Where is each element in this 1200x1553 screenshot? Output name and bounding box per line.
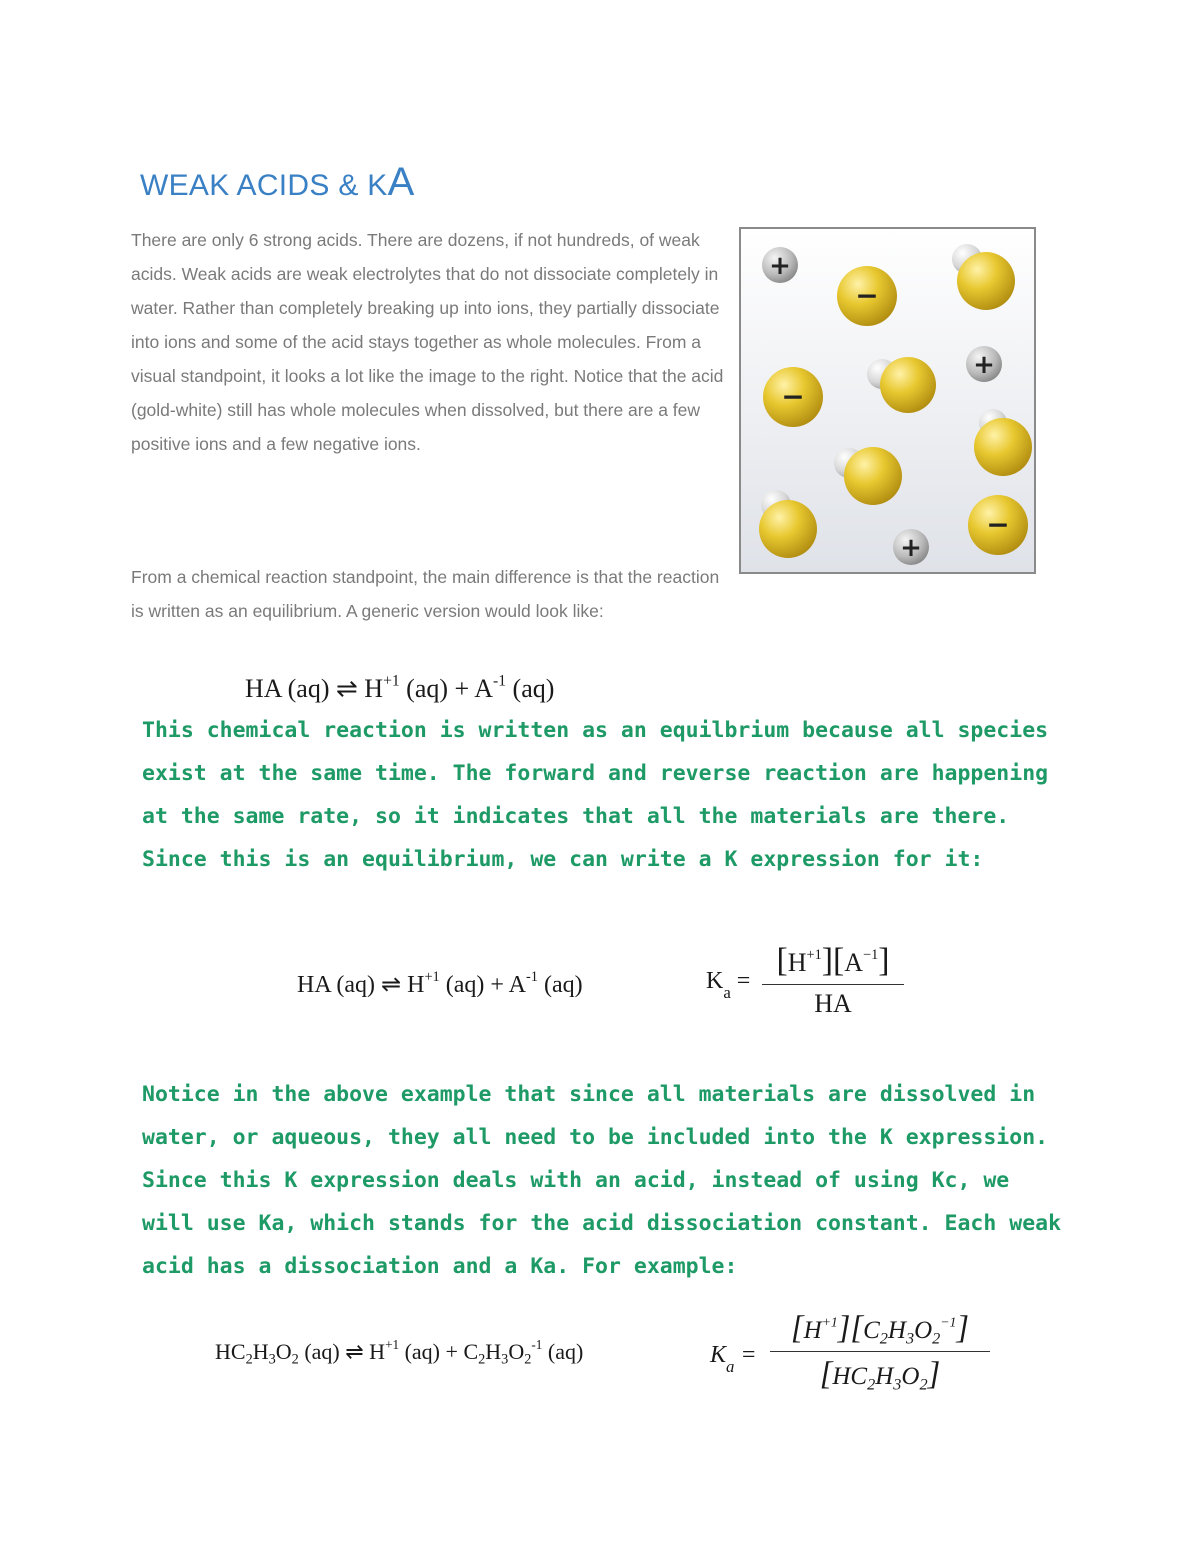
negative-ion	[968, 495, 1028, 555]
weak-acid-dissociation-figure	[739, 227, 1036, 574]
product-h: H	[364, 674, 384, 703]
generic-equilibrium-equation	[245, 674, 554, 704]
state: (aq) +	[406, 674, 470, 703]
molecule-illustration	[741, 229, 1034, 572]
equals-sign: =	[740, 1342, 757, 1368]
minus-sign: −	[855, 279, 879, 312]
positive-ion	[893, 529, 929, 565]
state: (aq)	[543, 972, 583, 998]
ka-fraction-acetic	[770, 1310, 990, 1393]
title-main: WEAK ACIDS & K	[140, 169, 388, 202]
k-symbol: K	[710, 1342, 727, 1368]
intro-paragraph-2: From a chemical reaction standpoint, the main difference is that the reaction is written as an equilibrium. A generic version would look like:	[131, 567, 720, 621]
equals-sign: =	[736, 968, 751, 994]
state: (aq)	[512, 674, 555, 703]
reactant: HA (aq)	[245, 674, 330, 703]
product-a: A	[474, 674, 494, 703]
equilibrium-arrow: ⇌	[380, 972, 402, 998]
ka-denominator: HA	[814, 989, 852, 1018]
positive-ion	[762, 247, 798, 283]
minus-sign: −	[986, 508, 1010, 541]
plus-sign: +	[973, 350, 995, 380]
reactant: HA (aq)	[297, 972, 375, 998]
equilibrium-arrow: ⇌	[345, 1339, 364, 1364]
plus-sign: +	[769, 251, 791, 281]
minus-sign: −	[781, 380, 805, 413]
acetic-acid-equation: $HC_2H_3O_2$ (aq) ⇌ $H^{+1}$ $(aq) + C_2H_3O_2^{-1}$ (aq)	[215, 1337, 584, 1368]
ka-label-acetic	[710, 1342, 757, 1377]
charge: -1	[493, 672, 507, 690]
equilibrium-arrow: ⇌	[335, 674, 358, 703]
state: (aq) +	[445, 972, 504, 998]
k-symbol: K	[706, 968, 724, 994]
ka-numerator: $[H^{+1}][C_2H_3O_2^{-1}]$	[770, 1310, 990, 1352]
title-suffix: A	[387, 160, 415, 204]
plus-sign: +	[900, 533, 922, 563]
charge: +1	[383, 672, 400, 690]
product-h: H	[407, 972, 425, 998]
positive-ion	[966, 346, 1002, 382]
charge: +1	[424, 969, 440, 986]
page-title	[140, 160, 415, 205]
k-subscript: a	[723, 983, 731, 1003]
equilibrium-explanation: This chemical reaction is written as an equilbrium because all species exist at the same time. The forward and reverse reaction are happening at the same rate, so it indicates that all the materials are there. Since this is an equilibrium, we can write a K expression for it:	[142, 718, 1049, 872]
negative-ion	[763, 367, 823, 427]
charge: -1	[525, 969, 538, 986]
negative-ion	[837, 266, 897, 326]
intro-paragraph-1: There are only 6 strong acids. There are dozens, if not hundreds, of weak acids. Weak acids are weak electrolytes that do not dissociate completely in water. Rather than completely breaking up into ions, they partially dissociate into ions and some of the acid stays together as whole molecules. From a visual standpoint, it looks a lot like the image to the right. Notice that the acid (gold-white) still has whole molecules when dissolved, but there are a few positive ions and a few negative ions.	[131, 230, 724, 454]
k-subscript: a	[726, 1357, 735, 1377]
ka-explanation: Notice in the above example that since all materials are dissolved in water, or aqueous, they all need to be included into the K expression. Since this K expression deals with an acid, instead of using Kc, we will use Ka, which stands for the acid dissociation constant. Each weak acid has a dissociation and a Ka. For example:	[142, 1082, 1062, 1279]
generic-equilibrium-equation-2	[297, 970, 583, 999]
ka-label-generic	[706, 968, 751, 1003]
ka-denominator: $[HC_2H_3O_2]$	[819, 1356, 941, 1394]
product-a: A	[508, 972, 526, 998]
ka-fraction-generic	[762, 942, 904, 1019]
ka-numerator: $[H^{+1}][A^{-1}]$	[762, 942, 904, 985]
